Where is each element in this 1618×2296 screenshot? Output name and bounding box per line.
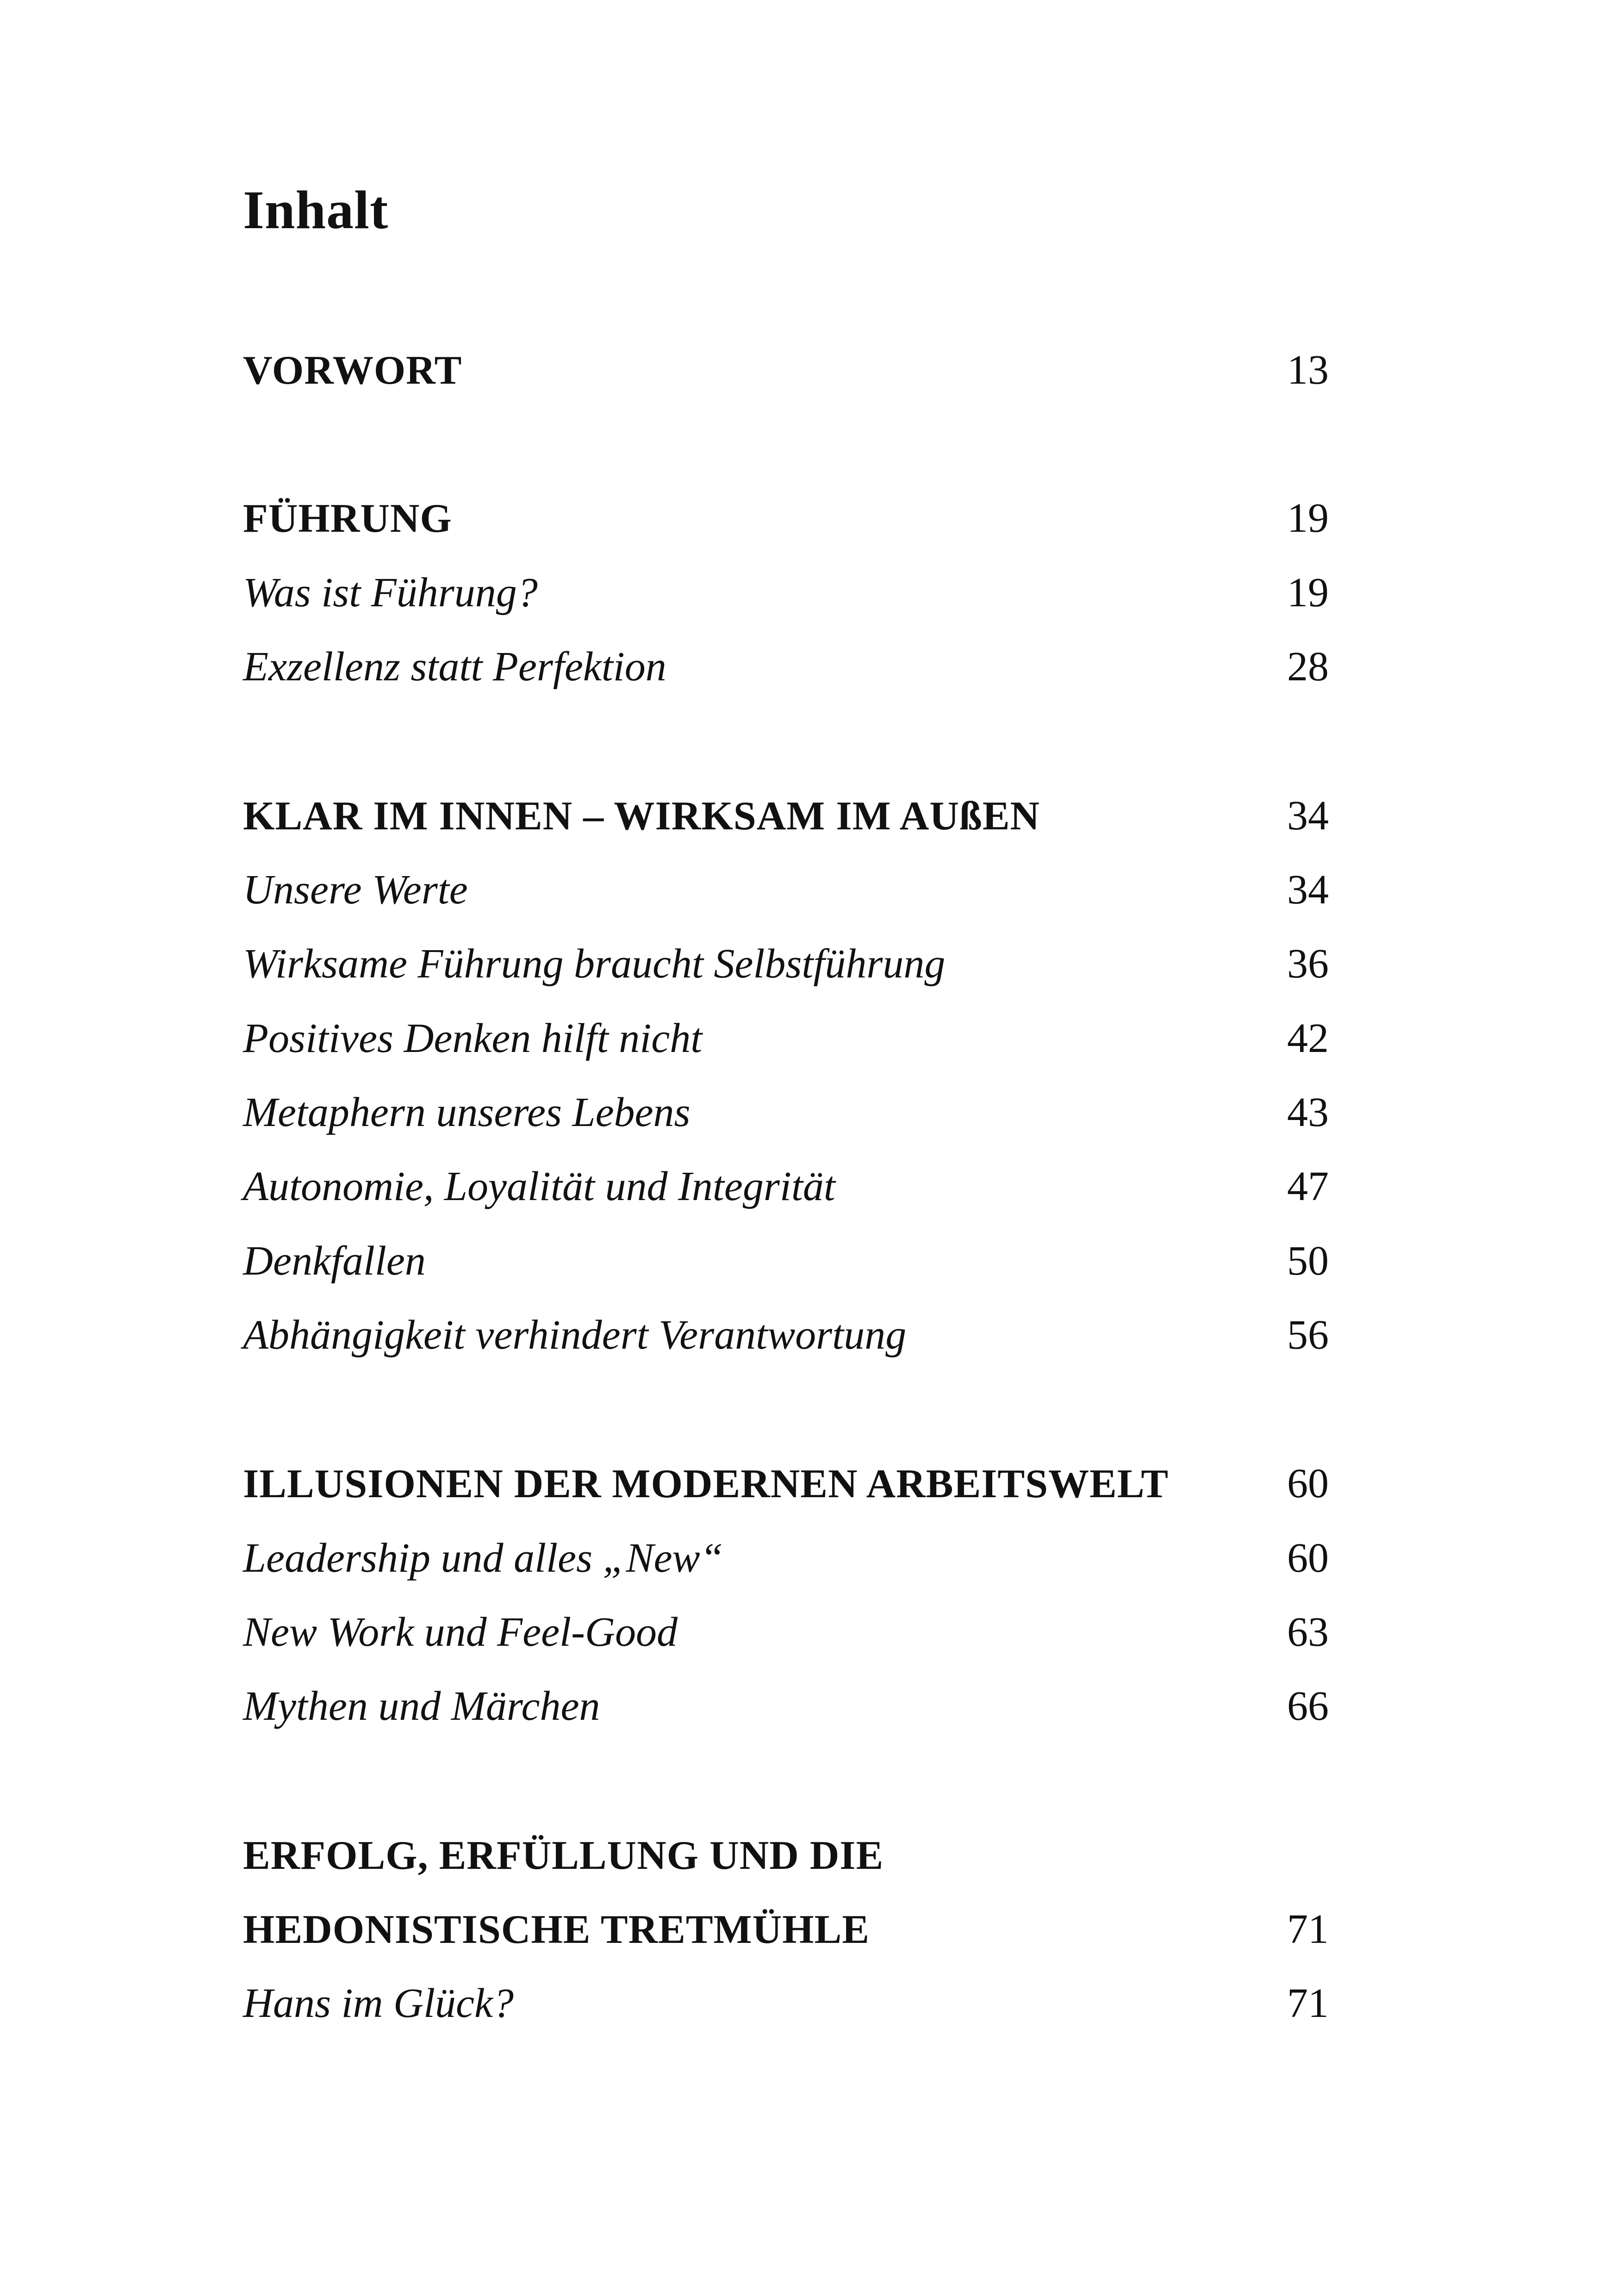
page-title: Inhalt xyxy=(243,180,389,240)
toc-entry-title: KLAR IM INNEN – WIRKSAM IM AUßEN xyxy=(243,794,1040,839)
toc-entry-page: 34 xyxy=(1287,867,1329,913)
toc-section-new-work xyxy=(243,1593,1329,1653)
toc-entry-title: ERFOLG, ERFÜLLUNG UND DIE xyxy=(243,1833,884,1878)
toc-entry-title: Autonomie, Loyalität und Integrität xyxy=(243,1164,835,1209)
toc-entry-page: 19 xyxy=(1287,495,1329,541)
toc-section-wirksame-fuehrung xyxy=(243,925,1329,985)
toc-entry-page: 28 xyxy=(1287,644,1329,690)
toc-entry-title: Denkfallen xyxy=(243,1238,426,1284)
toc-chapter-klar-im-innen xyxy=(243,777,1329,837)
toc-section-autonomie xyxy=(243,1147,1329,1207)
toc-section-leadership xyxy=(243,1519,1329,1579)
toc-entry-title: VORWORT xyxy=(243,348,462,393)
toc-entry-title: ILLUSIONEN DER MODERNEN ARBEITSWELT xyxy=(243,1462,1169,1506)
toc-section-hans-im-glueck xyxy=(243,1964,1329,2024)
toc-entry-page: 66 xyxy=(1287,1683,1329,1729)
toc-entry-title: Abhängigkeit verhindert Verantwortung xyxy=(243,1312,907,1358)
toc-chapter-vorwort xyxy=(243,331,1329,391)
toc-entry-page: 50 xyxy=(1287,1238,1329,1284)
toc-entry-page: 43 xyxy=(1287,1089,1329,1135)
toc-entry-title: Hans im Glück? xyxy=(243,1980,514,2026)
toc-entry-title: Exzellenz statt Perfektion xyxy=(243,644,666,690)
toc-section-mythen xyxy=(243,1667,1329,1727)
toc-section-was-ist-fuehrung xyxy=(243,554,1329,614)
toc-entry-title: Wirksame Führung braucht Selbstführung xyxy=(243,941,946,987)
toc-entry-page: 71 xyxy=(1287,1906,1329,1952)
toc-entry-page: 63 xyxy=(1287,1609,1329,1655)
toc-chapter-illusionen xyxy=(243,1444,1329,1505)
toc-entry-title: FÜHRUNG xyxy=(243,496,452,541)
toc-entry-page: 34 xyxy=(1287,793,1329,839)
toc-entry-title: Metaphern unseres Lebens xyxy=(243,1089,691,1135)
toc-chapter-erfolg-line-2 xyxy=(243,1890,1329,1950)
toc-entry-title: Positives Denken hilft nicht xyxy=(243,1015,703,1061)
toc-chapter-fuehrung xyxy=(243,479,1329,539)
toc-entry-page: 13 xyxy=(1287,347,1329,393)
toc-entry-title: Was ist Führung? xyxy=(243,570,538,616)
toc-entry-page: 36 xyxy=(1287,941,1329,987)
toc-entry-title: HEDONISTISCHE TRETMÜHLE xyxy=(243,1907,870,1952)
toc-entry-page: 47 xyxy=(1287,1164,1329,1209)
toc-entry-title: New Work und Feel-Good xyxy=(243,1609,678,1655)
toc-entry-page: 71 xyxy=(1287,1980,1329,2026)
toc-entry-title: Mythen und Märchen xyxy=(243,1683,600,1729)
toc-entry-title: Unsere Werte xyxy=(243,867,468,913)
toc-section-exzellenz xyxy=(243,628,1329,688)
toc-entry-page: 56 xyxy=(1287,1312,1329,1358)
toc-entry-title: Leadership und alles „New“ xyxy=(243,1535,723,1581)
toc-section-abhaengigkeit xyxy=(243,1296,1329,1356)
toc-section-metaphern xyxy=(243,1073,1329,1133)
toc-section-unsere-werte xyxy=(243,851,1329,911)
toc-entry-page: 60 xyxy=(1287,1535,1329,1581)
toc-entry-page: 60 xyxy=(1287,1461,1329,1506)
toc-entry-page: 19 xyxy=(1287,570,1329,616)
toc-chapter-erfolg-line-1 xyxy=(243,1816,1329,1876)
toc-section-denkfallen xyxy=(243,1222,1329,1282)
toc-entry-page: 42 xyxy=(1287,1015,1329,1061)
toc-section-positives-denken xyxy=(243,999,1329,1059)
